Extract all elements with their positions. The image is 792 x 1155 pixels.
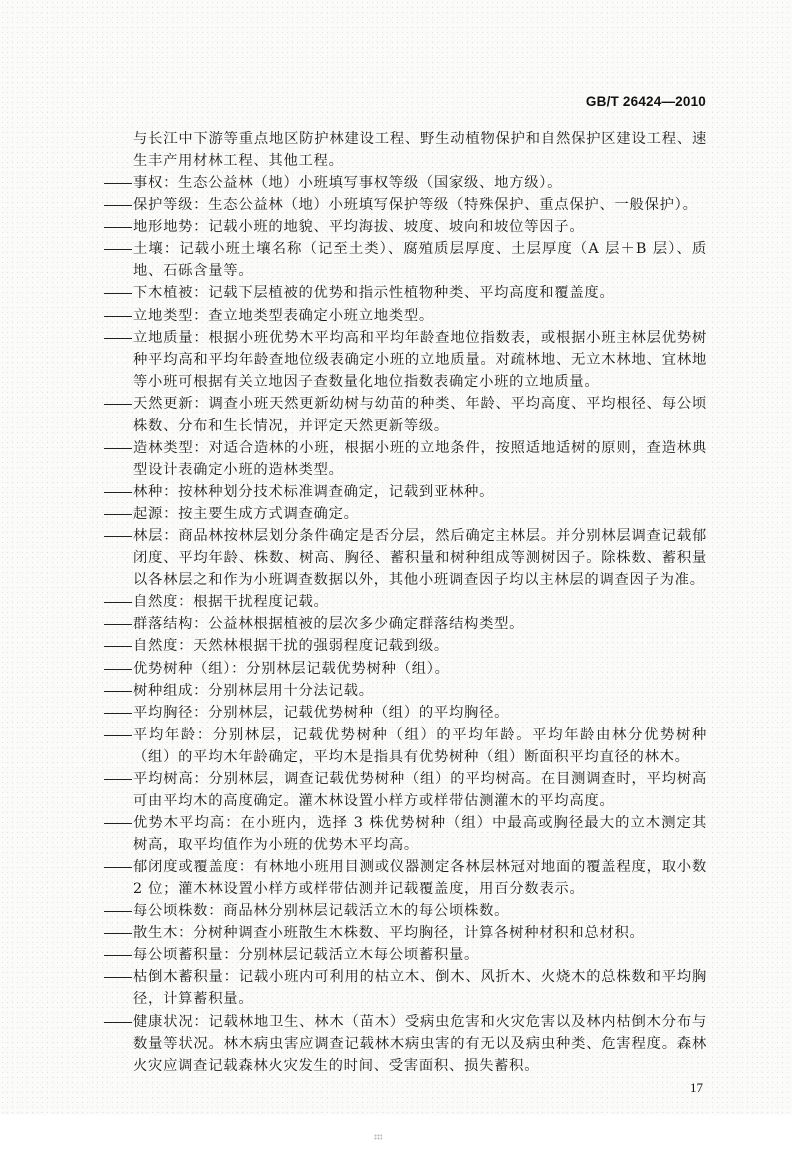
item-text: 平均年龄：分别林层，记载优势树种（组）的平均年龄。平均年龄由林分优势树种（组）的平均木年龄确定，平均木是指具有优势树种（组）断面积平均直径的林木。 bbox=[133, 726, 707, 765]
list-item-jiankang-zhuangkuang bbox=[103, 1011, 707, 1077]
list-item-turang bbox=[103, 238, 707, 282]
item-text: 土壤：记载小班土壤名称（记至土类）、腐殖质层厚度、土层厚度（A 层＋B 层）、质地、石砾含量等。 bbox=[133, 241, 707, 280]
list-item-pingjun-xiongjing bbox=[103, 702, 707, 724]
em-dash-bullet bbox=[103, 856, 133, 878]
list-item-zaolin-leixing bbox=[103, 437, 707, 481]
em-dash-bullet bbox=[103, 680, 133, 702]
list-item-tianran-gengxin bbox=[103, 393, 707, 437]
item-text: 枯倒木蓄积量：记载小班内可利用的枯立木、倒木、风折木、火烧木的总株数和平均胸径，计算蓄积量。 bbox=[133, 969, 707, 1008]
em-dash-bullet bbox=[103, 702, 133, 724]
item-text: 自然度：根据干扰程度记载。 bbox=[133, 594, 329, 611]
item-text: 事权：生态公益林（地）小班填写事权等级（国家级、地方级）。 bbox=[133, 175, 563, 192]
page-number: 17 bbox=[690, 1080, 703, 1095]
item-text: 优势树种（组）：分别林层记载优势树种（组）。 bbox=[133, 660, 450, 677]
em-dash-bullet bbox=[103, 1011, 133, 1033]
em-dash-bullet bbox=[103, 238, 133, 260]
item-text: 起源：按主要生成方式调查确定。 bbox=[133, 506, 359, 523]
em-dash-bullet bbox=[103, 393, 133, 415]
list-item-pingjun-shugao bbox=[103, 768, 707, 812]
document-body bbox=[103, 128, 707, 1077]
em-dash-bullet bbox=[103, 812, 133, 834]
item-text: 下木植被：记载下层植被的优势和指示性植物种类、平均高度和覆盖度。 bbox=[133, 285, 615, 302]
list-item-pingjun-nianling bbox=[103, 724, 707, 768]
em-dash-bullet bbox=[103, 216, 133, 238]
list-item-lidi-zhiliang bbox=[103, 327, 707, 393]
item-text: 自然度：天然林根据干扰的强弱程度记载到级。 bbox=[133, 638, 449, 655]
list-item-lidi-leixing bbox=[103, 305, 707, 327]
em-dash-bullet bbox=[103, 635, 133, 657]
em-dash-bullet bbox=[103, 658, 133, 680]
em-dash-bullet bbox=[103, 481, 133, 503]
em-dash-bullet bbox=[103, 591, 133, 613]
em-dash-bullet bbox=[103, 172, 133, 194]
list-item-xiamu-zhibei bbox=[103, 282, 707, 304]
list-item-dixing-dishi bbox=[103, 216, 707, 238]
list-item-meigongqing-xujiliang bbox=[103, 944, 707, 966]
item-text: 地形地势：记载小班的地貌、平均海拔、坡度、坡向和坡位等因子。 bbox=[133, 219, 585, 236]
list-item-ziran-du-1 bbox=[103, 591, 707, 613]
em-dash-bullet bbox=[103, 944, 133, 966]
item-text: 天然更新：调查小班天然更新幼树与幼苗的种类、年龄、平均高度、平均根径、每公顷株数、分布和生长情况，并评定天然更新等级。 bbox=[133, 395, 707, 434]
em-dash-bullet bbox=[103, 922, 133, 944]
item-text: 造林类型：对适合造林的小班，根据小班的立地条件，按照适地适树的原则，查造林典型设计表确定小班的造林类型。 bbox=[133, 439, 707, 478]
list-item-sanshengmu bbox=[103, 922, 707, 944]
list-item-linceng bbox=[103, 525, 707, 591]
list-item-shiquan bbox=[103, 172, 707, 194]
em-dash-bullet bbox=[103, 613, 133, 635]
em-dash-bullet bbox=[103, 724, 133, 746]
item-text: 平均树高：分别林层，调查记载优势树种（组）的平均树高。在目测调查时，平均树高可由平均木的高度确定。灌木林设置小样方或样带估测灌木的平均高度。 bbox=[133, 770, 707, 809]
standard-code-header: GB/T 26424—2010 bbox=[585, 94, 706, 109]
em-dash-bullet bbox=[103, 768, 133, 790]
item-text: 立地类型：查立地类型表确定小班立地类型。 bbox=[133, 307, 434, 324]
list-item-kudaomu-xujiliang bbox=[103, 966, 707, 1010]
list-item-linzhong bbox=[103, 481, 707, 503]
scan-artifact bbox=[374, 1134, 382, 1140]
list-item-ziran-du-2 bbox=[103, 635, 707, 657]
item-text: 树种组成：分别林层用十分法记载。 bbox=[133, 682, 374, 699]
item-text: 每公顷蓄积量：分别林层记载活立木每公顷蓄积量。 bbox=[133, 947, 480, 964]
item-text: 立地质量：根据小班优势木平均高和平均年龄查地位指数表，或根据小班主林层优势树种平均高和平均年龄查地位级表确定小班的立地质量。对疏林地、无立木林地、宜林地等小班可根据有关立地因子查数量化地位指数表确定小班的立地质量。 bbox=[133, 329, 707, 390]
em-dash-bullet bbox=[103, 305, 133, 327]
item-text: 优势木平均高：在小班内，选择 3 株优势树种（组）中最高或胸径最大的立木测定其树高，取平均值作为小班的优势木平均高。 bbox=[133, 814, 707, 853]
list-item-meigongqing-zhushu bbox=[103, 900, 707, 922]
em-dash-bullet bbox=[103, 282, 133, 304]
em-dash-bullet bbox=[103, 194, 133, 216]
em-dash-bullet bbox=[103, 503, 133, 525]
list-item-qunluo-jiegou bbox=[103, 613, 707, 635]
list-item-yubidu-fugaidu bbox=[103, 856, 707, 900]
list-item-qiyuan bbox=[103, 503, 707, 525]
em-dash-bullet bbox=[103, 525, 133, 547]
continuation-paragraph: 与长江中下游等重点地区防护林建设工程、野生动植物保护和自然保护区建设工程、速生丰产用材林工程、其他工程。 bbox=[133, 131, 707, 170]
em-dash-bullet bbox=[103, 327, 133, 349]
item-text: 林层：商品林按林层划分条件确定是否分层，然后确定主林层。并分别林层调查记载郁闭度、平均年龄、株数、树高、胸径、蓄积量和树种组成等测树因子。除株数、蓄积量以各林层之和作为小班调查数据以外，其他小班调查因子均以主林层的调查因子为准。 bbox=[133, 528, 707, 589]
item-text: 保护等级：生态公益林（地）小班填写保护等级（特殊保护、重点保护、一般保护）。 bbox=[133, 197, 698, 214]
list-item-shuzhong-zucheng bbox=[103, 680, 707, 702]
item-text: 健康状况：记载林地卫生、林木（苗木）受病虫危害和火灾危害以及林内枯倒木分布与数量等状况。林木病虫害应调查记载林木病虫害的有无以及病虫种类、危害程度。森林火灾应调查记载森林火灾发生的时间、受害面积、损失蓄积。 bbox=[133, 1013, 707, 1074]
item-text: 每公顷株数：商品林分别林层记载活立木的每公顷株数。 bbox=[133, 903, 510, 920]
item-text: 平均胸径：分别林层，记载优势树种（组）的平均胸径。 bbox=[133, 704, 510, 721]
item-text: 郁闭度或覆盖度：有林地小班用目测或仪器测定各林层林冠对地面的覆盖程度，取小数 2 位；灌木林设置小样方或样带估测并记载覆盖度，用百分数表示。 bbox=[133, 859, 707, 898]
list-item-baohu-dengji bbox=[103, 194, 707, 216]
item-text: 群落结构：公益林根据植被的层次多少确定群落结构类型。 bbox=[133, 616, 525, 633]
item-text: 林种：按林种划分技术标准调查确定，记载到亚林种。 bbox=[133, 484, 495, 500]
list-item-youshimu-pingjungao bbox=[103, 812, 707, 856]
em-dash-bullet bbox=[103, 437, 133, 459]
item-text: 散生木：分树种调查小班散生木株数、平均胸径，计算各树种材积和总材积。 bbox=[133, 925, 645, 942]
list-item-youshi-shuzhong bbox=[103, 658, 707, 680]
em-dash-bullet bbox=[103, 966, 133, 988]
em-dash-bullet bbox=[103, 900, 133, 922]
